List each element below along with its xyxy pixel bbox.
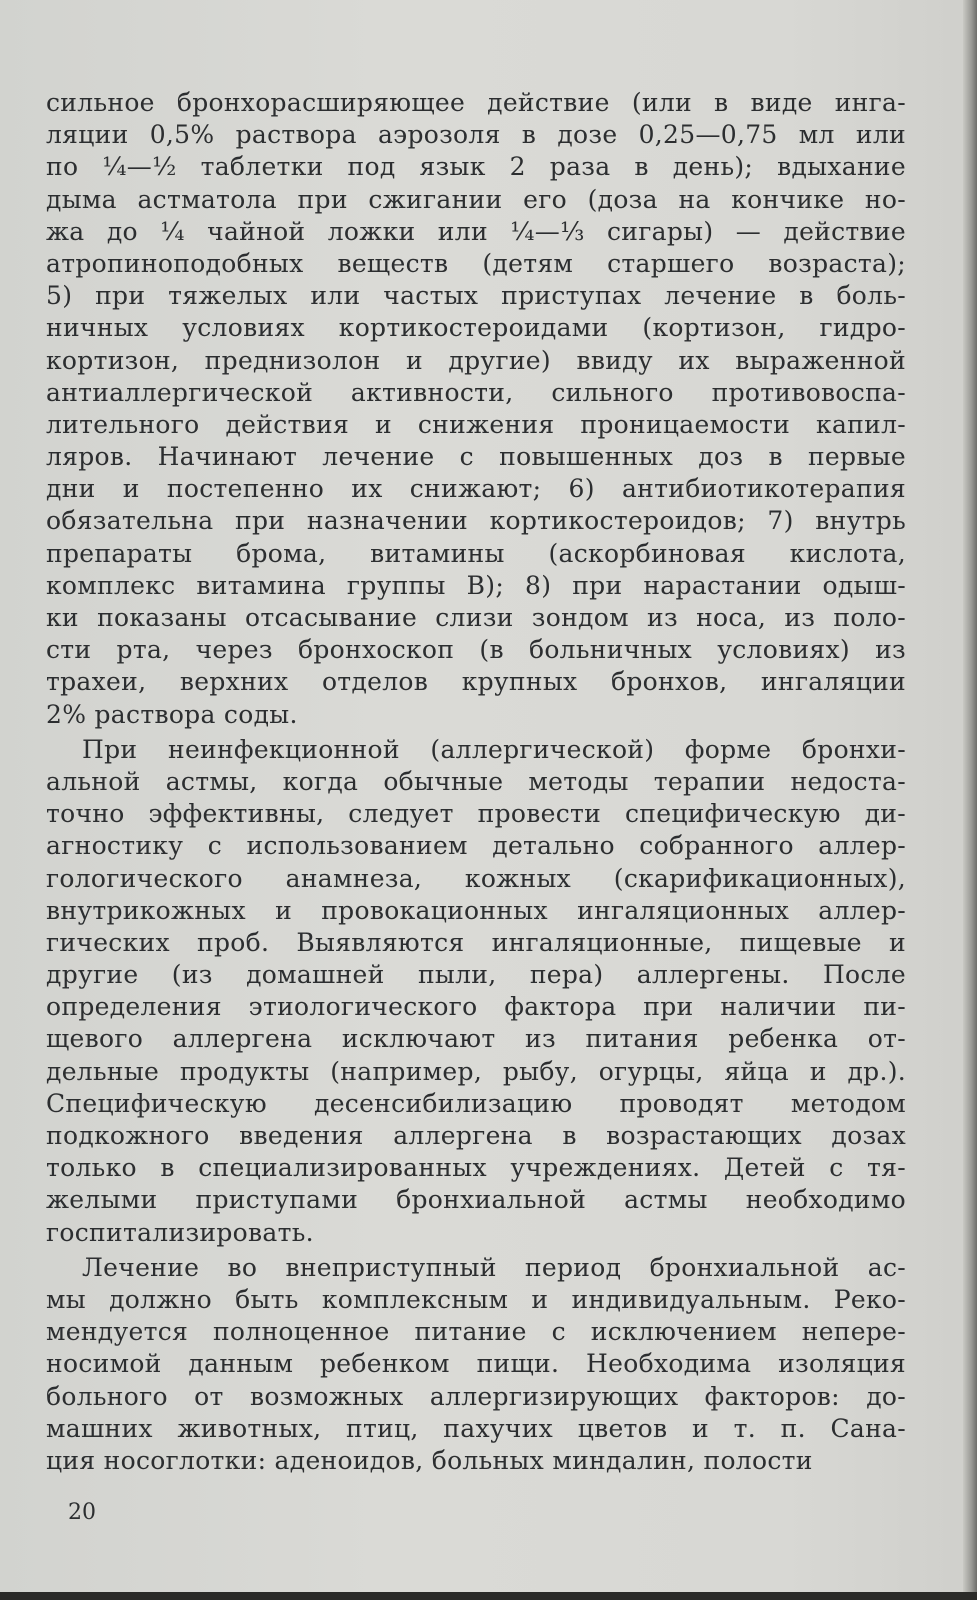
text-line: дыма астматола при сжигании его (доза на кончике но- [46,184,906,214]
text-line: трахеи, верхних отделов крупных бронхов, ингаляции [46,667,906,697]
text-line: ция носоглотки: аденоидов, больных миндалин, полости [46,1445,813,1475]
text-line: ки показаны отсасывание слизи зондом из носа, из поло- [46,603,906,632]
text-line: желыми приступами бронхиальной астмы необходимо [46,1185,906,1215]
text-line: 5) при тяжелых или частых приступах лечение в боль- [46,281,906,311]
page-bottom-edge [0,1592,977,1600]
text-line: 2% раствора соды. [46,699,298,729]
text-line: дельные продукты (например, рыбу, огурцы, яйца и др.). [46,1056,906,1086]
body-text [46,87,906,1477]
text-line: ничных условиях кортикостероидами (кортизон, гидро- [46,313,906,343]
text-line: Лечение во внеприступный период бронхиальной ас- [82,1252,906,1282]
text-line: мы должно быть комплексным и индивидуальным. Реко- [46,1284,906,1314]
text-line: внутрикожных и провокационных ингаляционных аллер- [46,895,906,925]
text-line: кортизон, преднизолон и другие) ввиду их выраженной [46,345,906,375]
text-line: лительного действия и снижения проницаемости капил- [46,409,906,439]
text-line: госпитализировать. [46,1217,314,1247]
text-line: ляции 0,5% раствора аэрозоля в дозе 0,25—0,75 мл или [46,120,906,150]
text-line: Специфическую десенсибилизацию проводят методом [46,1088,906,1118]
text-line: антиаллергической активности, сильного противовоспа- [46,377,906,407]
page-edge-shadow [963,0,977,1600]
text-line: больного от возможных аллергизирующих факторов: до- [46,1381,906,1411]
text-line: сти рта, через бронхоскоп (в больничных условиях) из [46,635,906,665]
text-line: только в специализированных учреждениях. Детей с тя- [46,1153,906,1183]
text-line: агностику с использованием детально собранного аллер- [46,831,906,861]
text-line: точно эффективны, следует провести специфическую ди- [46,799,906,829]
text-line: другие (из домашней пыли, пера) аллергены. После [46,960,906,990]
paragraph [46,1252,906,1477]
text-line: гических проб. Выявляются ингаляционные, пищевые и [46,927,906,957]
text-line: по ¼—½ таблетки под язык 2 раза в день); вдыхание [46,152,906,182]
text-line: атропиноподобных веществ (детям старшего возраста); [46,248,906,278]
text-line: гологического анамнеза, кожных (скарификационных), [46,863,906,893]
text-line: При неинфекционной (аллергической) форме бронхи- [82,734,906,764]
paragraph [46,734,906,1249]
text-line: сильное бронхорасширяющее действие (или в виде инга- [46,88,906,117]
text-line: подкожного введения аллергена в возрастающих дозах [46,1121,906,1150]
text-line: ляров. Начинают лечение с повышенных доз в первые [46,442,906,472]
text-line: машних животных, птиц, пахучих цветов и т. п. Сана- [46,1413,906,1443]
text-line: альной астмы, когда обычные методы терапии недоста- [46,766,906,796]
text-line: препараты брома, витамины (аскорбиновая кислота, [46,538,906,568]
text-line: комплекс витамина группы В); 8) при нарастании одыш- [46,570,906,600]
text-line: обязательна при назначении кортикостероидов; 7) внутрь [46,506,906,536]
text-line: щевого аллергена исключают из питания ребенка от- [46,1024,906,1054]
text-line: дни и постепенно их снижают; 6) антибиотикотерапия [46,474,906,504]
paragraph [46,87,906,731]
text-line: мендуется полноценное питание с исключением непере- [46,1317,906,1347]
text-line: жа до ¼ чайной ложки или ¼—⅓ сигары) — действие [46,216,906,246]
page-number: 20 [68,1500,96,1525]
text-line: носимой данным ребенком пищи. Необходима изоляция [46,1349,906,1379]
text-line: определения этиологического фактора при наличии пи- [46,992,906,1022]
